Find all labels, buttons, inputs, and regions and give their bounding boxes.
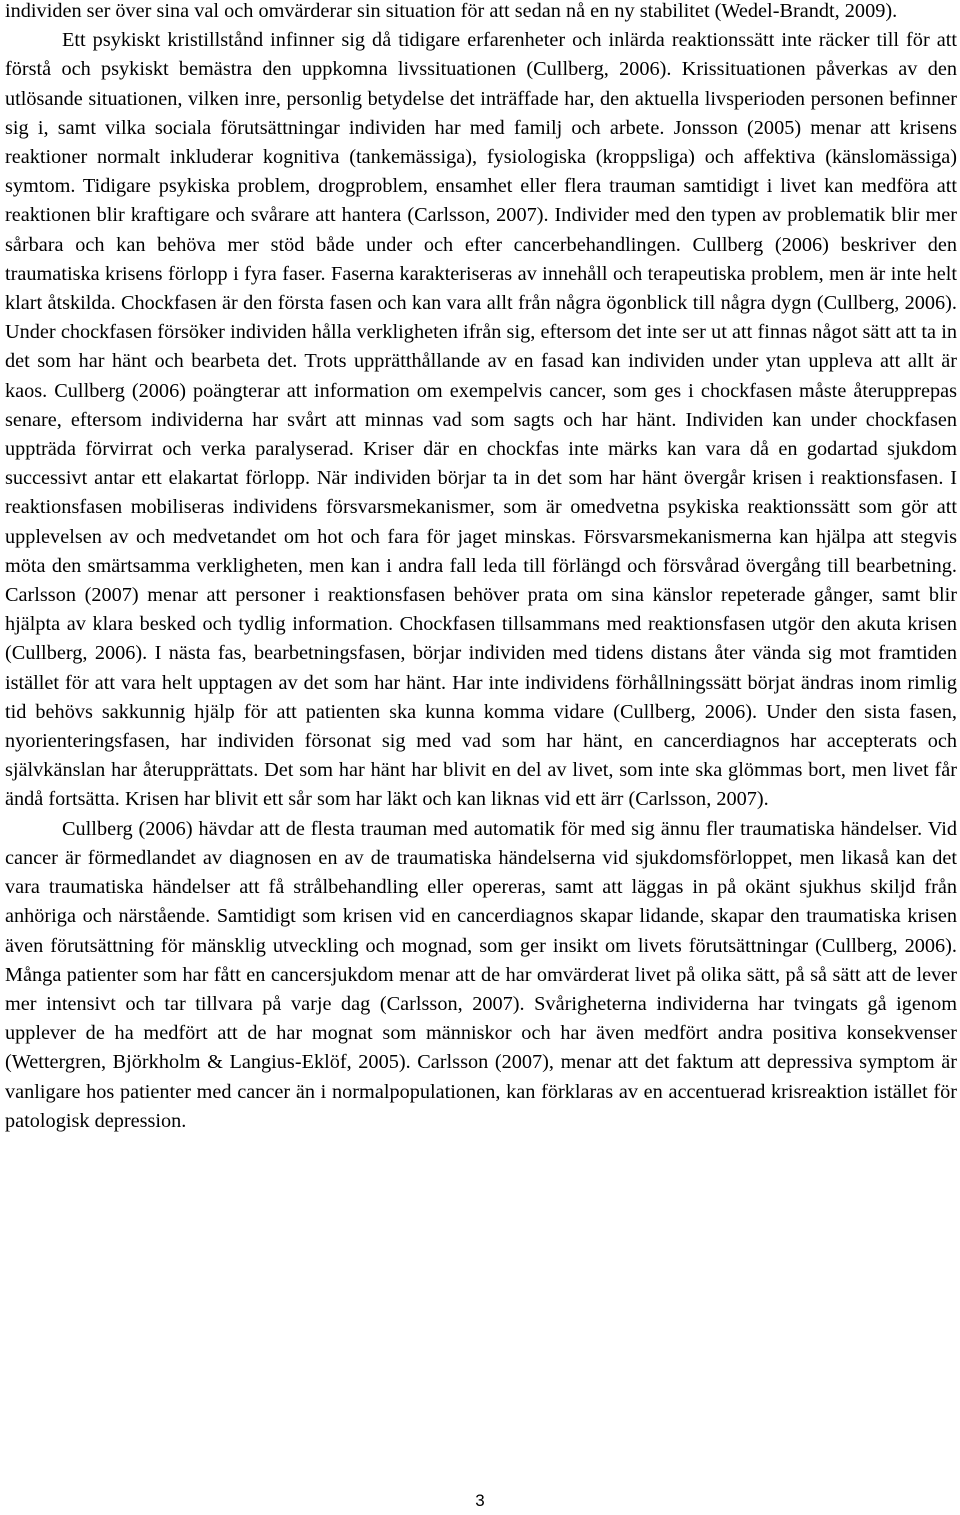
paragraph-continuation: individen ser över sina val och omvärderar sin situation för att sedan nå en ny stabilitet (Wedel-Brandt, 2009). xyxy=(5,0,898,22)
paragraph-crisis-phases: Ett psykiskt kristillstånd infinner sig då tidigare erfarenheter och inlärda reaktionssätt inte räcker till för att förstå och psykiskt bemästra den uppkomna livssituationen (Cullberg, 2006). Krissituationen påverkas av den utlösande situationen, vilken inre, personlig betydelse det inträffade har, den aktuella livsperioden personen befinner sig i, samt vilka sociala förutsättningar individen har med familj och arbete. Jonsson (2005) menar att krisens reaktioner normalt inkluderar kognitiva (tankemässiga), fysiologiska (kroppsliga) och affektiva (känslomässiga) symtom. Tidigare psykiska problem, drogproblem, ensamhet eller flera trauman samtidigt i livet kan medföra att reaktionen blir kraftigare och svårare att hantera (Carlsson, 2007). Individer med den typen av problematik blir mer sårbara och kan behöva mer stöd både under och efter cancerbehandlingen. Cullberg (2006) beskriver den traumatiska krisens förlopp i fyra faser. Faserna karakteriseras av innehåll och terapeutiska problem, men är inte helt klart åtskilda. Chockfasen är den första fasen och kan vara allt från några ögonblick till några dygn (Cullberg, 2006). Under chockfasen försöker individen hålla verkligheten ifrån sig, eftersom det inte ser ut att finnas något sätt att ta in det som har hänt och bearbeta det. Trots upprätthållande av en fasad kan individen under ytan uppleva att allt är kaos. Cullberg (2006) poängterar att information om exempelvis cancer, som ges i chockfasen måste återupprepas senare, eftersom individerna har svårt att minnas vad som sagts och har hänt. Individen kan under chockfasen uppträda förvirrat och verka paralyserad. Kriser där en chockfas inte märks kan vara då en godartad sjukdom successivt antar ett elakartat förlopp. När individen börjar ta in det som har hänt övergår krisen i reaktionsfasen. I reaktionsfasen mobiliseras individens försvarsmekanismer, som är omedvetna psykiska reaktionssätt som gör att upplevelsen av och medvetandet om hot och fara för jaget minskas. Försvarsmekanismerna kan hjälpa att stegvis möta den smärtsamma verkligheten, men kan i andra fall leda till förlängd och försvårad övergång till bearbetning. Carlsson (2007) menar att personer i reaktionsfasen behöver prata om sina känslor repeterade gånger, samt blir hjälpta av klara besked och tydlig information. Chockfasen tillsammans med reaktionsfasen utgör den akuta krisen (Cullberg, 2006). I nästa fas, bearbetningsfasen, börjar individen med tidens distans åter vända sig mot framtiden istället för att vara helt upptagen av det som har hänt. Har inte individens förhållningssätt börjat ändras inom rimlig tid behövs sakkunnig hjälp för att patienten ska kunna komma vidare (Cullberg, 2006). Under den sista fasen, nyorienteringsfasen, har individen försonat sig med vad som har hänt, en cancerdiagnos har accepterats och självkänslan har återupprättats. Det som har hänt har blivit en del av livet, som inte ska glömmas bort, men livet får ändå fortsätta. Krisen har blivit ett sår som har läkt och kan liknas vid ett ärr (Carlsson, 2007). xyxy=(5,29,957,811)
page-number: 3 xyxy=(475,1491,485,1510)
document-page xyxy=(5,0,957,1136)
paragraph-trauma-and-growth: Cullberg (2006) hävdar att de flesta trauman med automatik för med sig ännu fler traumatiska händelser. Vid cancer är förmedlandet av diagnosen en av de traumatiska händelserna vid sjukdomsförloppet, men likaså kan det vara traumatiska händelser att få strålbehandling eller opereras, samt att läggas in på okänt sjukhus skiljd från anhöriga och närstående. Samtidigt som krisen vid en cancerdiagnos skapar lidande, skapar den traumatiska krisen även förutsättning för mänsklig utveckling och mognad, som ger insikt om livets förutsättningar (Cullberg, 2006). Många patienter som har fått en cancersjukdom menar att de har omvärderat livet på olika sätt, på så sätt att de lever mer intensivt och tar tillvara på varje dag (Carlsson, 2007). Svårigheterna individerna har tvingats gå igenom upplever de ha medfört att de har mognat som människor och har även medfört andra positiva konsekvenser (Wettergren, Björkholm & Langius-Eklöf, 2005). Carlsson (2007), menar att det faktum att depressiva symptom är vanligare hos patienter med cancer än i normalpopulationen, kan förklaras av en accentuerad krisreaktion istället för patologisk depression. xyxy=(5,817,957,1132)
